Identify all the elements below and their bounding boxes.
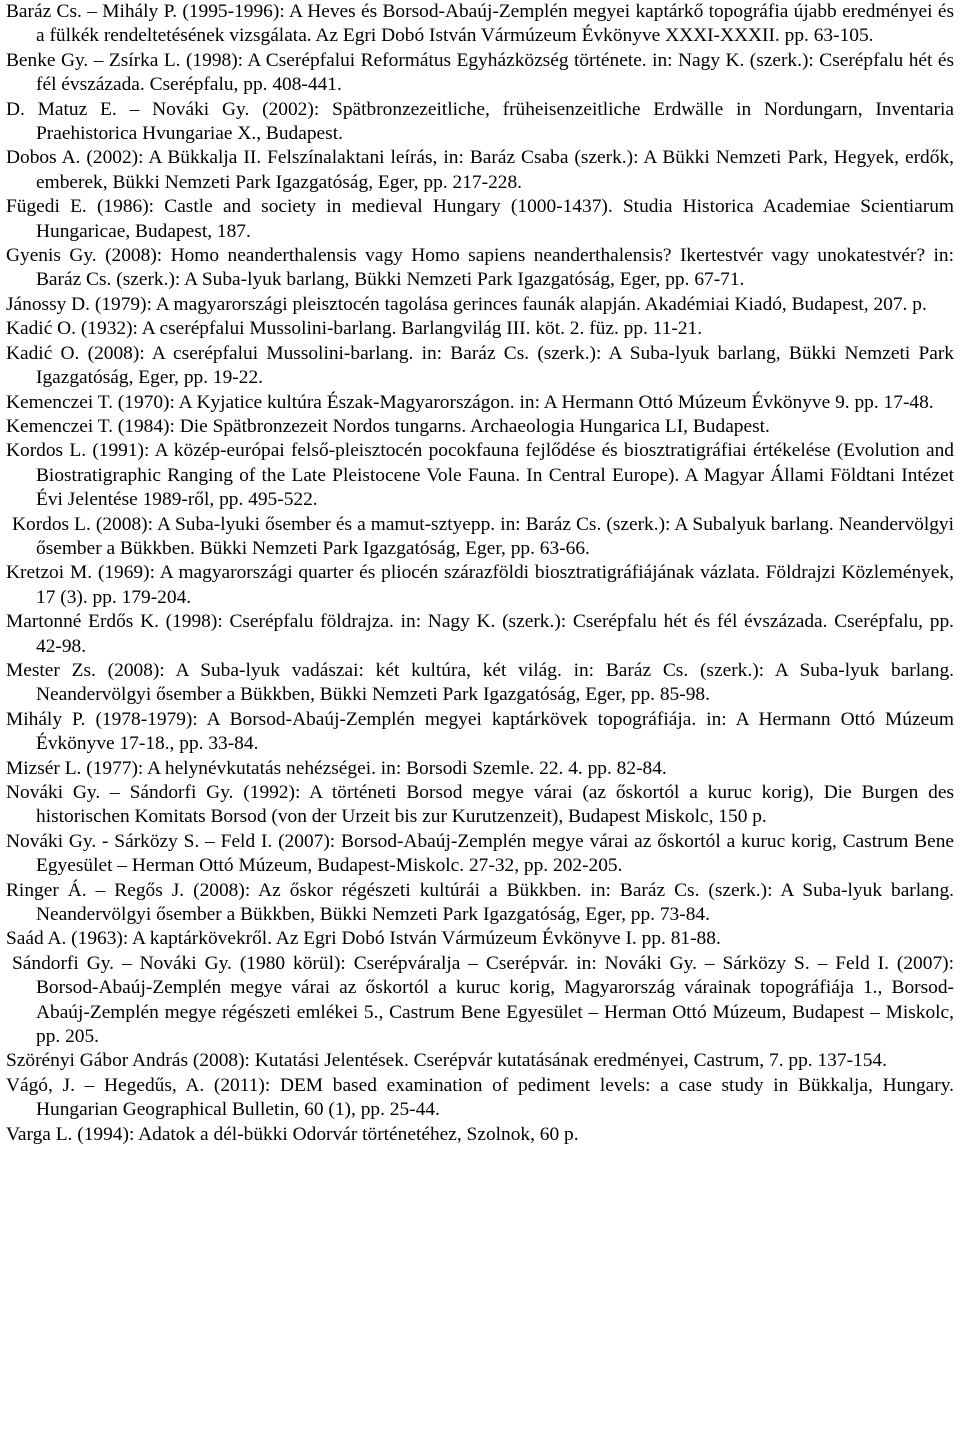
reference-mihaly: Mihály P. (1978-1979): A Borsod-Abaúj-Zemplén megyei kaptárkövek topográfiája. in: A Hermann Ottó Múzeum Évkönyve 17-18., pp. 33-84. [6, 708, 954, 755]
reference-ringer-regos: Ringer Á. – Regős J. (2008): Az őskor régészeti kultúrái a Bükkben. in: Baráz Cs. (szerk.): A Suba-lyuk barlang. Neandervölgyi ősember a Bükkben, Bükki Nemzeti Park Igazgatóság, Eger, pp. 73-84. [6, 879, 954, 926]
reference-kordos-1991: Kordos L. (1991): A közép-európai felső-pleisztocén pocokfauna fejlődése és biosztratigráfiai értékelése (Evolution and Biostratigraphic Ranging of the Late Pleistocene Vole Fauna. In Central Europe). A Magyar Állami Földtani Intézet Évi Jelentése 1989-ről, pp. 495-522. [6, 440, 954, 511]
reference-szorenyi: Szörényi Gábor András (2008): Kutatási Jelentések. Cserépvár kutatásának eredményei, Castrum, 7. pp. 137-154. [6, 1050, 887, 1072]
reference-kretzoi: Kretzoi M. (1969): A magyarországi quarter és pliocén szárazföldi biosztratigráfiájának vázlata. Földrajzi Közlemények, 17 (3). pp. 179-204. [6, 562, 954, 608]
reference-gyenis: Gyenis Gy. (2008): Homo neanderthalensis vagy Homo sapiens neanderthalensis? Ikertestvér vagy unokatestvér? in: Baráz Cs. (szerk.): A Suba-lyuk barlang, Bükki Nemzeti Park Igazgatóság, Eger, pp. 67-71. [6, 245, 954, 291]
reference-kemenczei-1970: Kemenczei T. (1970): A Kyjatice kultúra Észak-Magyarországon. in: A Hermann Ottó Múzeum Évkönyve 9. pp. 17-48. [6, 391, 934, 413]
reference-janossy: Jánossy D. (1979): A magyarországi pleisztocén tagolása gerinces faunák alapján. Akadémiai Kiadó, Budapest, 207. p. [6, 293, 927, 315]
reference-kadic-2008: Kadić O. (2008): A cserépfalui Mussolini-barlang. in: Baráz Cs. (szerk.): A Suba-lyuk barlang, Bükki Nemzeti Park Igazgatóság, Eger, pp. 19-22. [6, 342, 954, 389]
bibliography-page [6, 0, 954, 1147]
reference-novaki-sandorfi: Nováki Gy. – Sándorfi Gy. (1992): A történeti Borsod megye várai (az őskortól a kuruc korig), Die Burgen des historischen Komitats Borsod (von der Urzeit bis zur Kurutzenzeit), Budapest Miskolc, 150 p. [6, 782, 954, 828]
reference-mizser: Mizsér L. (1977): A helynévkutatás nehézségei. in: Borsodi Szemle. 22. 4. pp. 82-84. [6, 757, 667, 779]
reference-mester: Mester Zs. (2008): A Suba-lyuk vadászai: két kultúra, két világ. in: Baráz Cs. (szerk.): A Suba-lyuk barlang. Neandervölgyi ősember a Bükkben, Bükki Nemzeti Park Igazgatóság, Eger, pp. 85-98. [6, 659, 954, 706]
reference-benke-zsirka: Benke Gy. – Zsírka L. (1998): A Cserépfalui Református Egyházközség története. in: Nagy K. (szerk.): Cserépfalu hét és fél évszázada. Cserépfalu, pp. 408-441. [6, 49, 954, 96]
reference-kadic-1932: Kadić O. (1932): A cserépfalui Mussolini-barlang. Barlangvilág III. köt. 2. füz. pp. 11-21. [6, 318, 703, 340]
reference-novaki-sarkozy-feld: Nováki Gy. - Sárközy S. – Feld I. (2007): Borsod-Abaúj-Zemplén megye várai az őskortól a kuruc korig, Castrum Bene Egyesület – Herman Ottó Múzeum, Budapest-Miskolc. 27-32, pp. 202-205. [6, 830, 954, 877]
reference-kordos-2008: Kordos L. (2008): A Suba-lyuki ősember és a mamut-sztyepp. in: Baráz Cs. (szerk.): A Subalyuk barlang. Neandervölgyi ősember a Bükkben. Bükki Nemzeti Park Igazgatóság, Eger, pp. 63-66. [12, 513, 954, 559]
reference-saad: Saád A. (1963): A kaptárkövekről. Az Egri Dobó István Vármúzeum Évkönyve I. pp. 81-88. [6, 928, 721, 950]
reference-baraz-mihaly: Baráz Cs. – Mihály P. (1995-1996): A Heves és Borsod-Abaúj-Zemplén megyei kaptárkő topográfia újabb eredményei és a fülkék rendeltetésének vizsgálata. Az Egri Dobó István Vármúzeum Évkönyve XXXI-XXXII. pp. 63-105. [6, 1, 954, 47]
reference-sandorfi-novaki: Sándorfi Gy. – Nováki Gy. (1980 körül): Cserépváralja – Cserépvár. in: Nováki Gy. – Sárközy S. – Feld I. (2007): Borsod-Abaúj-Zemplén megye várai az őskortól a kuruc korig, Magyarország várainak topográfiája 1., Borsod-Abaúj-Zemplén megye régészeti emlékei 5., Castrum Bene Egyesület – Herman Ottó Múzeum, Budapest – Miskolc, pp. 205. [12, 952, 954, 1048]
reference-varga: Varga L. (1994): Adatok a dél-bükki Odorvár történetéhez, Szolnok, 60 p. [6, 1123, 579, 1145]
reference-dobos: Dobos A. (2002): A Bükkalja II. Felszínalaktani leírás, in: Baráz Csaba (szerk.): A Bükki Nemzeti Park, Hegyek, erdők, emberek, Bükki Nemzeti Park Igazgatóság, Eger, pp. 217-228. [6, 147, 954, 193]
reference-fugedi: Fügedi E. (1986): Castle and society in medieval Hungary (1000-1437). Studia Historica Academiae Scientiarum Hungaricae, Budapest, 187. [6, 196, 954, 242]
reference-matuz-novaki: D. Matuz E. – Nováki Gy. (2002): Spätbronzezeitliche, früheisenzeitliche Erdwälle in Nordungarn, Inventaria Praehistorica Hvungariae X., Budapest. [6, 98, 954, 145]
reference-martonne-erdos: Martonné Erdős K. (1998): Cserépfalu földrajza. in: Nagy K. (szerk.): Cserépfalu hét és fél évszázada. Cserépfalu, pp. 42-98. [6, 611, 954, 657]
reference-kemenczei-1984: Kemenczei T. (1984): Die Spätbronzezeit Nordos tungarns. Archaeologia Hungarica LI, Budapest. [6, 415, 770, 437]
reference-vago-hegedus: Vágó, J. – Hegedűs, A. (2011): DEM based examination of pediment levels: a case study in Bükkalja, Hungary. Hungarian Geographical Bulletin, 60 (1), pp. 25-44. [6, 1074, 954, 1121]
